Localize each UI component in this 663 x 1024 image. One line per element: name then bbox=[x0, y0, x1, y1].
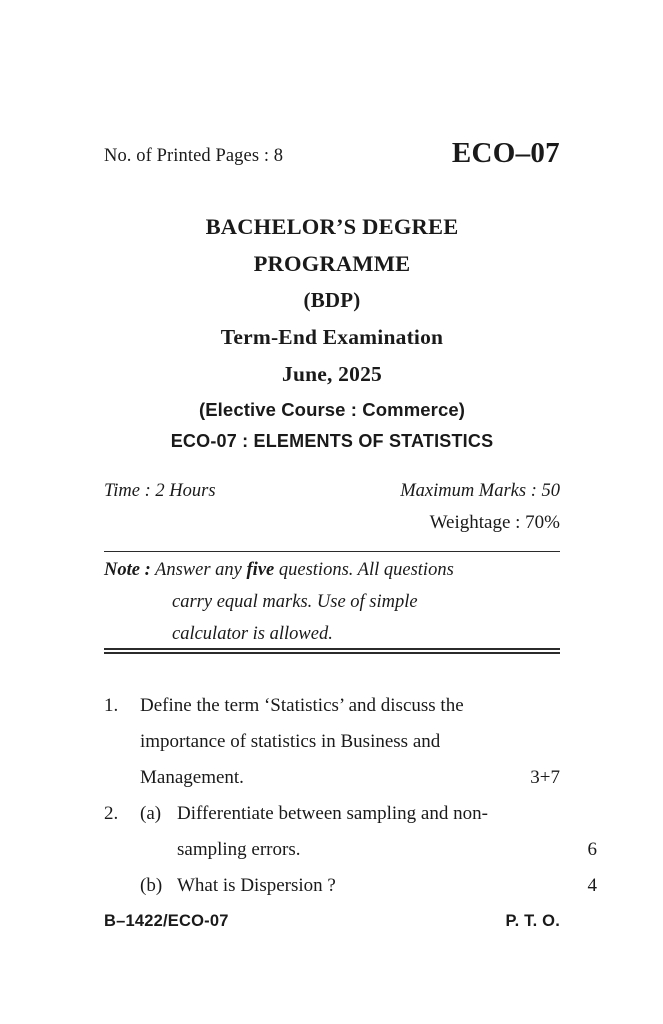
paper-serial-code: B–1422/ECO-07 bbox=[104, 912, 229, 930]
note-text-after-bold: questions. All questions bbox=[274, 560, 454, 580]
question-body bbox=[140, 688, 560, 796]
exam-meta-block bbox=[104, 481, 560, 543]
question-last-line bbox=[140, 760, 560, 796]
question-subpart bbox=[140, 868, 597, 904]
programme-title-line-2: PROGRAMME bbox=[253, 251, 411, 276]
note-emphasis-five: five bbox=[246, 560, 275, 580]
subpart-body bbox=[177, 868, 597, 904]
subpart-text-line: sampling errors. bbox=[177, 839, 301, 860]
question-number: 2. bbox=[104, 803, 119, 824]
subpart-last-line bbox=[177, 868, 597, 904]
programme-title-line-1: BACHELOR’S DEGREE bbox=[205, 214, 459, 239]
subpart-marks: 4 bbox=[587, 875, 597, 896]
course-code-heading: ECO–07 bbox=[451, 137, 560, 169]
note-bottom-divider bbox=[104, 648, 560, 654]
elective-course-label: (Elective Course : Commerce) bbox=[198, 399, 465, 420]
subpart-text-line: Differentiate between sampling and non- bbox=[177, 803, 488, 824]
question-item bbox=[104, 688, 560, 796]
title-block bbox=[104, 208, 560, 457]
subpart-label: (a) bbox=[140, 803, 162, 824]
note-top-divider bbox=[104, 551, 560, 552]
subpart-label: (b) bbox=[140, 875, 163, 896]
examination-session: June, 2025 bbox=[282, 362, 382, 386]
questions-list bbox=[104, 688, 597, 904]
note-line-2: carry equal marks. Use of simple bbox=[172, 592, 418, 612]
subpart-body bbox=[177, 796, 597, 868]
question-subpart bbox=[140, 796, 597, 868]
question-marks: 3+7 bbox=[530, 767, 560, 788]
meta-row-primary bbox=[104, 481, 560, 512]
programme-abbreviation: (BDP) bbox=[303, 288, 361, 312]
question-text-line: Management. bbox=[140, 767, 244, 788]
question-text-line: importance of statistics in Business and bbox=[140, 731, 441, 752]
note-block bbox=[104, 554, 560, 587]
question-body bbox=[140, 796, 597, 904]
question-item bbox=[104, 796, 597, 904]
note-line-3: calculator is allowed. bbox=[172, 624, 333, 644]
maximum-marks: Maximum Marks : 50 bbox=[400, 481, 560, 501]
paper-title: ECO-07 : ELEMENTS OF STATISTICS bbox=[170, 431, 494, 451]
note-text-before-bold: Answer any bbox=[150, 560, 247, 580]
printed-pages-label: No. of Printed Pages : 8 bbox=[104, 146, 284, 166]
subpart-marks: 6 bbox=[587, 839, 597, 860]
page-header bbox=[104, 137, 560, 179]
page-footer bbox=[104, 912, 560, 938]
meta-row-secondary bbox=[104, 512, 560, 543]
note-label: Note : bbox=[104, 560, 151, 580]
subpart-last-line bbox=[177, 832, 597, 868]
examination-type: Term-End Examination bbox=[220, 325, 444, 349]
question-text-line: Define the term ‘Statistics’ and discuss the bbox=[140, 695, 464, 716]
time-allowed: Time : 2 Hours bbox=[104, 481, 216, 501]
turn-over-notice: P. T. O. bbox=[505, 912, 560, 930]
subpart-text-line: What is Dispersion ? bbox=[177, 875, 336, 896]
question-number: 1. bbox=[104, 695, 119, 716]
weightage: Weightage : 70% bbox=[429, 512, 560, 533]
